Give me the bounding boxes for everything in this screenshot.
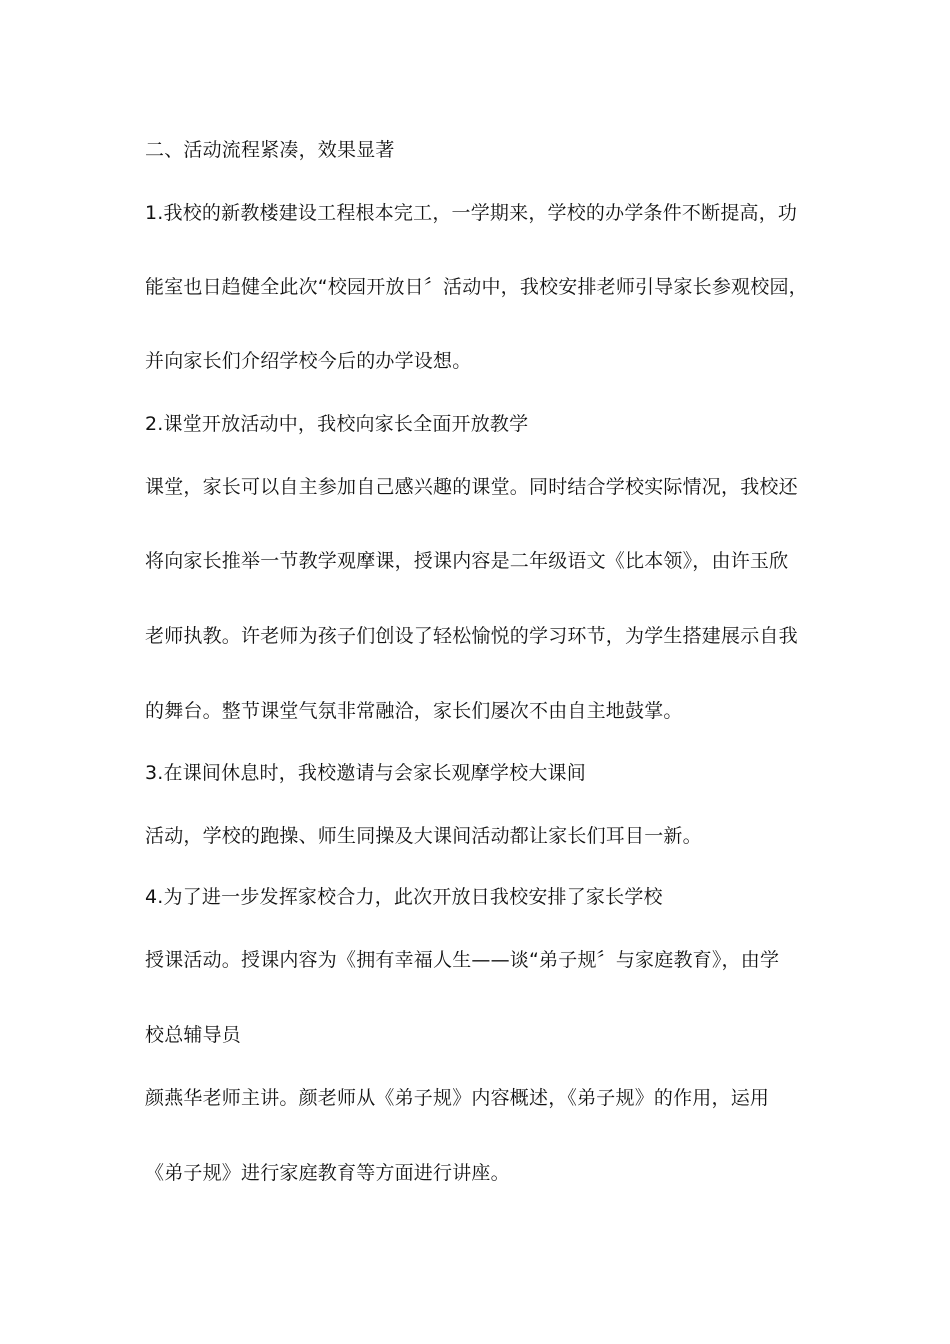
paragraph-line: 授课活动。授课内容为《拥有幸福人生——谈“弟子规〞与家庭教育》，由学 (145, 949, 780, 971)
paragraph-line: 3.在课间休息时，我校邀请与会家长观摩学校大课间 (145, 762, 586, 784)
paragraph-line: 课堂，家长可以自主参加自己感兴趣的课堂。同时结合学校实际情况，我校还 (145, 476, 798, 498)
paragraph-line: 并向家长们介绍学校今后的办学设想。 (145, 350, 472, 372)
paragraph-line: 2.课堂开放活动中，我校向家长全面开放教学 (145, 413, 529, 435)
paragraph-line: 《弟子规》进行家庭教育等方面进行讲座。 (145, 1162, 510, 1184)
paragraph-line: 能室也日趋健全此次“校园开放日〞活动中，我校安排老师引导家长参观校园， (145, 276, 808, 298)
paragraph-line: 校总辅导员 (145, 1024, 242, 1046)
paragraph-line: 1.我校的新教楼建设工程根本完工，一学期来，学校的办学条件不断提高，功 (145, 202, 798, 224)
paragraph-line: 4.为了进一步发挥家校合力，此次开放日我校安排了家长学校 (145, 886, 663, 908)
paragraph-line: 活动，学校的跑操、师生同操及大课间活动都让家长们耳目一新。 (145, 825, 702, 847)
paragraph-line: 颜燕华老师主讲。颜老师从《弟子规》内容概述，《弟子规》的作用，运用 (145, 1087, 770, 1109)
paragraph-line: 将向家长推举一节教学观摩课，授课内容是二年级语文《比本领》，由许玉欣 (145, 550, 789, 572)
section-heading: 二、活动流程紧凑，效果显著 (145, 139, 395, 161)
paragraph-line: 的舞台。整节课堂气氛非常融洽，家长们屡次不由自主地鼓掌。 (145, 700, 683, 722)
paragraph-line: 老师执教。许老师为孩子们创设了轻松愉悦的学习环节，为学生搭建展示自我 (145, 625, 798, 647)
